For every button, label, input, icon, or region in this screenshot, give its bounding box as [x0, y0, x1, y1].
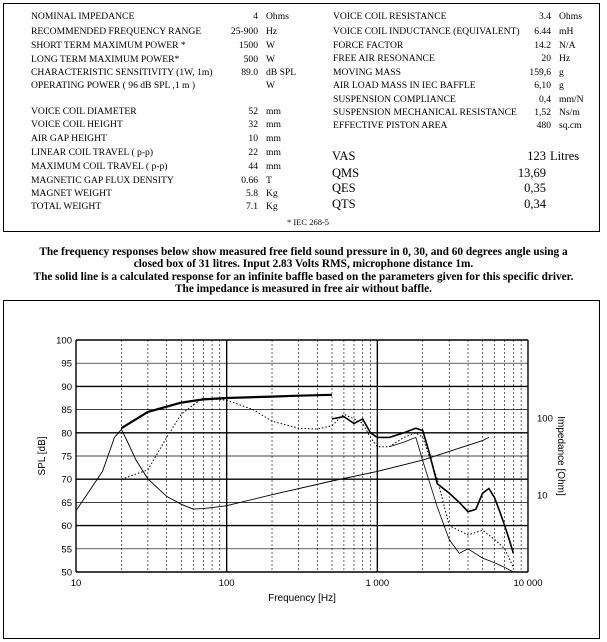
y-tick-label: 50 — [61, 567, 72, 579]
spec-unit: W — [266, 54, 276, 65]
spec-value: 0,34 — [524, 197, 546, 211]
spec-label: LINEAR COIL TRAVEL ( p-p) — [31, 147, 154, 158]
spec-label: MAGNET WEIGHT — [31, 188, 112, 199]
y-tick-label: 80 — [61, 428, 72, 440]
x-tick-label: 1 000 — [365, 578, 390, 589]
spec-unit: g — [559, 80, 564, 91]
spec-label: EFFECTIVE PISTON AREA — [333, 120, 448, 131]
spec-unit: Ohms — [266, 11, 289, 22]
spec-value: 89.0 — [241, 67, 258, 78]
description-line: The solid line is a calculated response for an infinite baffle based on the parameters given for this specific driver. — [33, 270, 574, 283]
spec-label: RECOMMENDED FREQUENCY RANGE — [31, 26, 202, 37]
spec-unit: W — [266, 40, 276, 51]
spec-label: VOICE COIL HEIGHT — [31, 119, 123, 130]
spec-value: 0,4 — [539, 94, 551, 105]
spec-unit: W — [266, 80, 276, 91]
series-line-impedance — [76, 429, 489, 510]
spec-unit: mm — [266, 106, 281, 117]
spec-value: 10 — [248, 133, 258, 144]
spec-value: 6,10 — [534, 80, 551, 91]
y-tick-label: 85 — [61, 405, 72, 417]
spec-value: 6.44 — [534, 26, 551, 37]
y-tick-label: 100 — [56, 335, 72, 347]
spec-label: VAS — [332, 149, 356, 163]
spec-unit: mm — [266, 133, 281, 144]
spec-unit: Kg — [266, 188, 278, 199]
y-tick-label: 65 — [61, 497, 72, 509]
spec-value: 1500 — [238, 40, 258, 51]
spec-label: AIR GAP HEIGHT — [31, 133, 107, 144]
spec-label: SUSPENSION COMPLIANCE — [333, 94, 456, 105]
spec-value: 3.4 — [539, 11, 551, 22]
spec-label: MAGNETIC GAP FLUX DENSITY — [31, 175, 174, 186]
spec-unit: T — [266, 175, 272, 186]
y2-tick-label: 100 — [537, 413, 553, 425]
spec-value: 0.66 — [241, 175, 258, 186]
spec-label: QTS — [332, 197, 356, 211]
spec-unit: N/A — [559, 40, 576, 51]
description-line: The frequency responses below show measured free field sound pressure in 0, 30, and 60 degrees angle using a — [39, 246, 568, 258]
x-tick-label: 10 — [70, 578, 82, 589]
spec-label: MOVING MASS — [333, 67, 401, 78]
spec-value: 14.2 — [534, 40, 551, 51]
spec-label: SUSPENSION MECHANICAL RESISTANCE — [333, 107, 517, 118]
spec-unit: Hz — [559, 53, 571, 64]
description-line: The impedance is measured in free air without baffle. — [175, 283, 432, 296]
spec-unit: g — [559, 67, 564, 78]
x-axis-label: Frequency [Hz] — [268, 593, 336, 604]
spec-value: 44 — [248, 161, 258, 172]
footnote: * IEC 268-5 — [287, 217, 330, 227]
spec-unit: sq.cm — [559, 120, 582, 131]
spec-unit: mH — [559, 26, 574, 37]
spec-value: 159,6 — [529, 67, 551, 78]
x-tick-label: 100 — [218, 578, 235, 589]
spec-label: FREE AIR RESONANCE — [333, 53, 435, 64]
spec-value: 52 — [248, 106, 258, 117]
spec-label: AIR LOAD MASS IN IEC BAFFLE — [333, 80, 476, 91]
spec-value: 5.8 — [246, 188, 258, 199]
spec-unit: mm — [266, 161, 281, 172]
spec-label: TOTAL WEIGHT — [31, 201, 102, 212]
spec-label: CHARACTERISTIC SENSITIVITY (1W, 1m) — [31, 67, 213, 78]
spec-label: NOMINAL IMPEDANCE — [31, 11, 135, 22]
spec-value: 32 — [248, 119, 258, 130]
x-tick-label: 10 000 — [513, 578, 543, 589]
spec-label: FORCE FACTOR — [333, 40, 404, 51]
y-tick-label: 55 — [61, 544, 72, 556]
spec-label: QMS — [332, 166, 360, 180]
y-tick-label: 75 — [61, 451, 72, 463]
spec-label: VOICE COIL INDUCTANCE (EQUIVALENT) — [333, 26, 520, 37]
spec-value: 123 — [527, 149, 546, 163]
spec-label: QES — [332, 181, 356, 195]
y2-axis-label: Impedance [Ohm] — [555, 416, 566, 496]
spec-value: 22 — [248, 147, 258, 158]
spec-unit: Litres — [550, 149, 580, 163]
spec-label: VOICE COIL DIAMETER — [31, 106, 137, 117]
spec-value: 4 — [253, 11, 258, 22]
spec-value: 500 — [243, 54, 258, 65]
spec-label: SHORT TERM MAXIMUM POWER * — [31, 40, 186, 51]
y2-tick-label: 10 — [537, 490, 548, 502]
spec-unit: mm/N — [559, 94, 584, 105]
spec-unit: Ns/m — [559, 107, 580, 118]
spec-label: MAXIMUM COIL TRAVEL ( p-p) — [31, 161, 168, 172]
y-axis-label: SPL [dB] — [37, 436, 48, 476]
y-tick-label: 90 — [61, 381, 72, 393]
spec-unit: Kg — [266, 201, 278, 212]
spec-unit: mm — [266, 147, 281, 158]
spec-label: VOICE COIL RESISTANCE — [333, 11, 447, 22]
spec-value: 1,52 — [534, 107, 551, 118]
spec-unit: dB SPL — [266, 67, 297, 78]
spec-value: 25-900 — [230, 26, 258, 37]
spec-label: OPERATING POWER ( 96 dB SPL ,1 m ) — [31, 80, 196, 91]
y-tick-label: 60 — [61, 521, 72, 533]
spec-value: 480 — [536, 120, 551, 131]
description-line: closed box of 31 litres. Input 2.83 Volts RMS, microphone distance 1m. — [133, 258, 474, 271]
spec-unit: mm — [266, 119, 281, 130]
spec-label: LONG TERM MAXIMUM POWER* — [31, 54, 180, 65]
spec-unit: Ohms — [559, 11, 582, 22]
spec-value: 13,69 — [517, 166, 546, 180]
spec-value: 7.1 — [246, 201, 258, 212]
spec-value: 0,35 — [524, 181, 546, 195]
spec-value: 20 — [541, 53, 551, 64]
y-tick-label: 70 — [61, 474, 72, 486]
spec-unit: Hz — [266, 26, 278, 37]
y-tick-label: 95 — [61, 358, 72, 370]
